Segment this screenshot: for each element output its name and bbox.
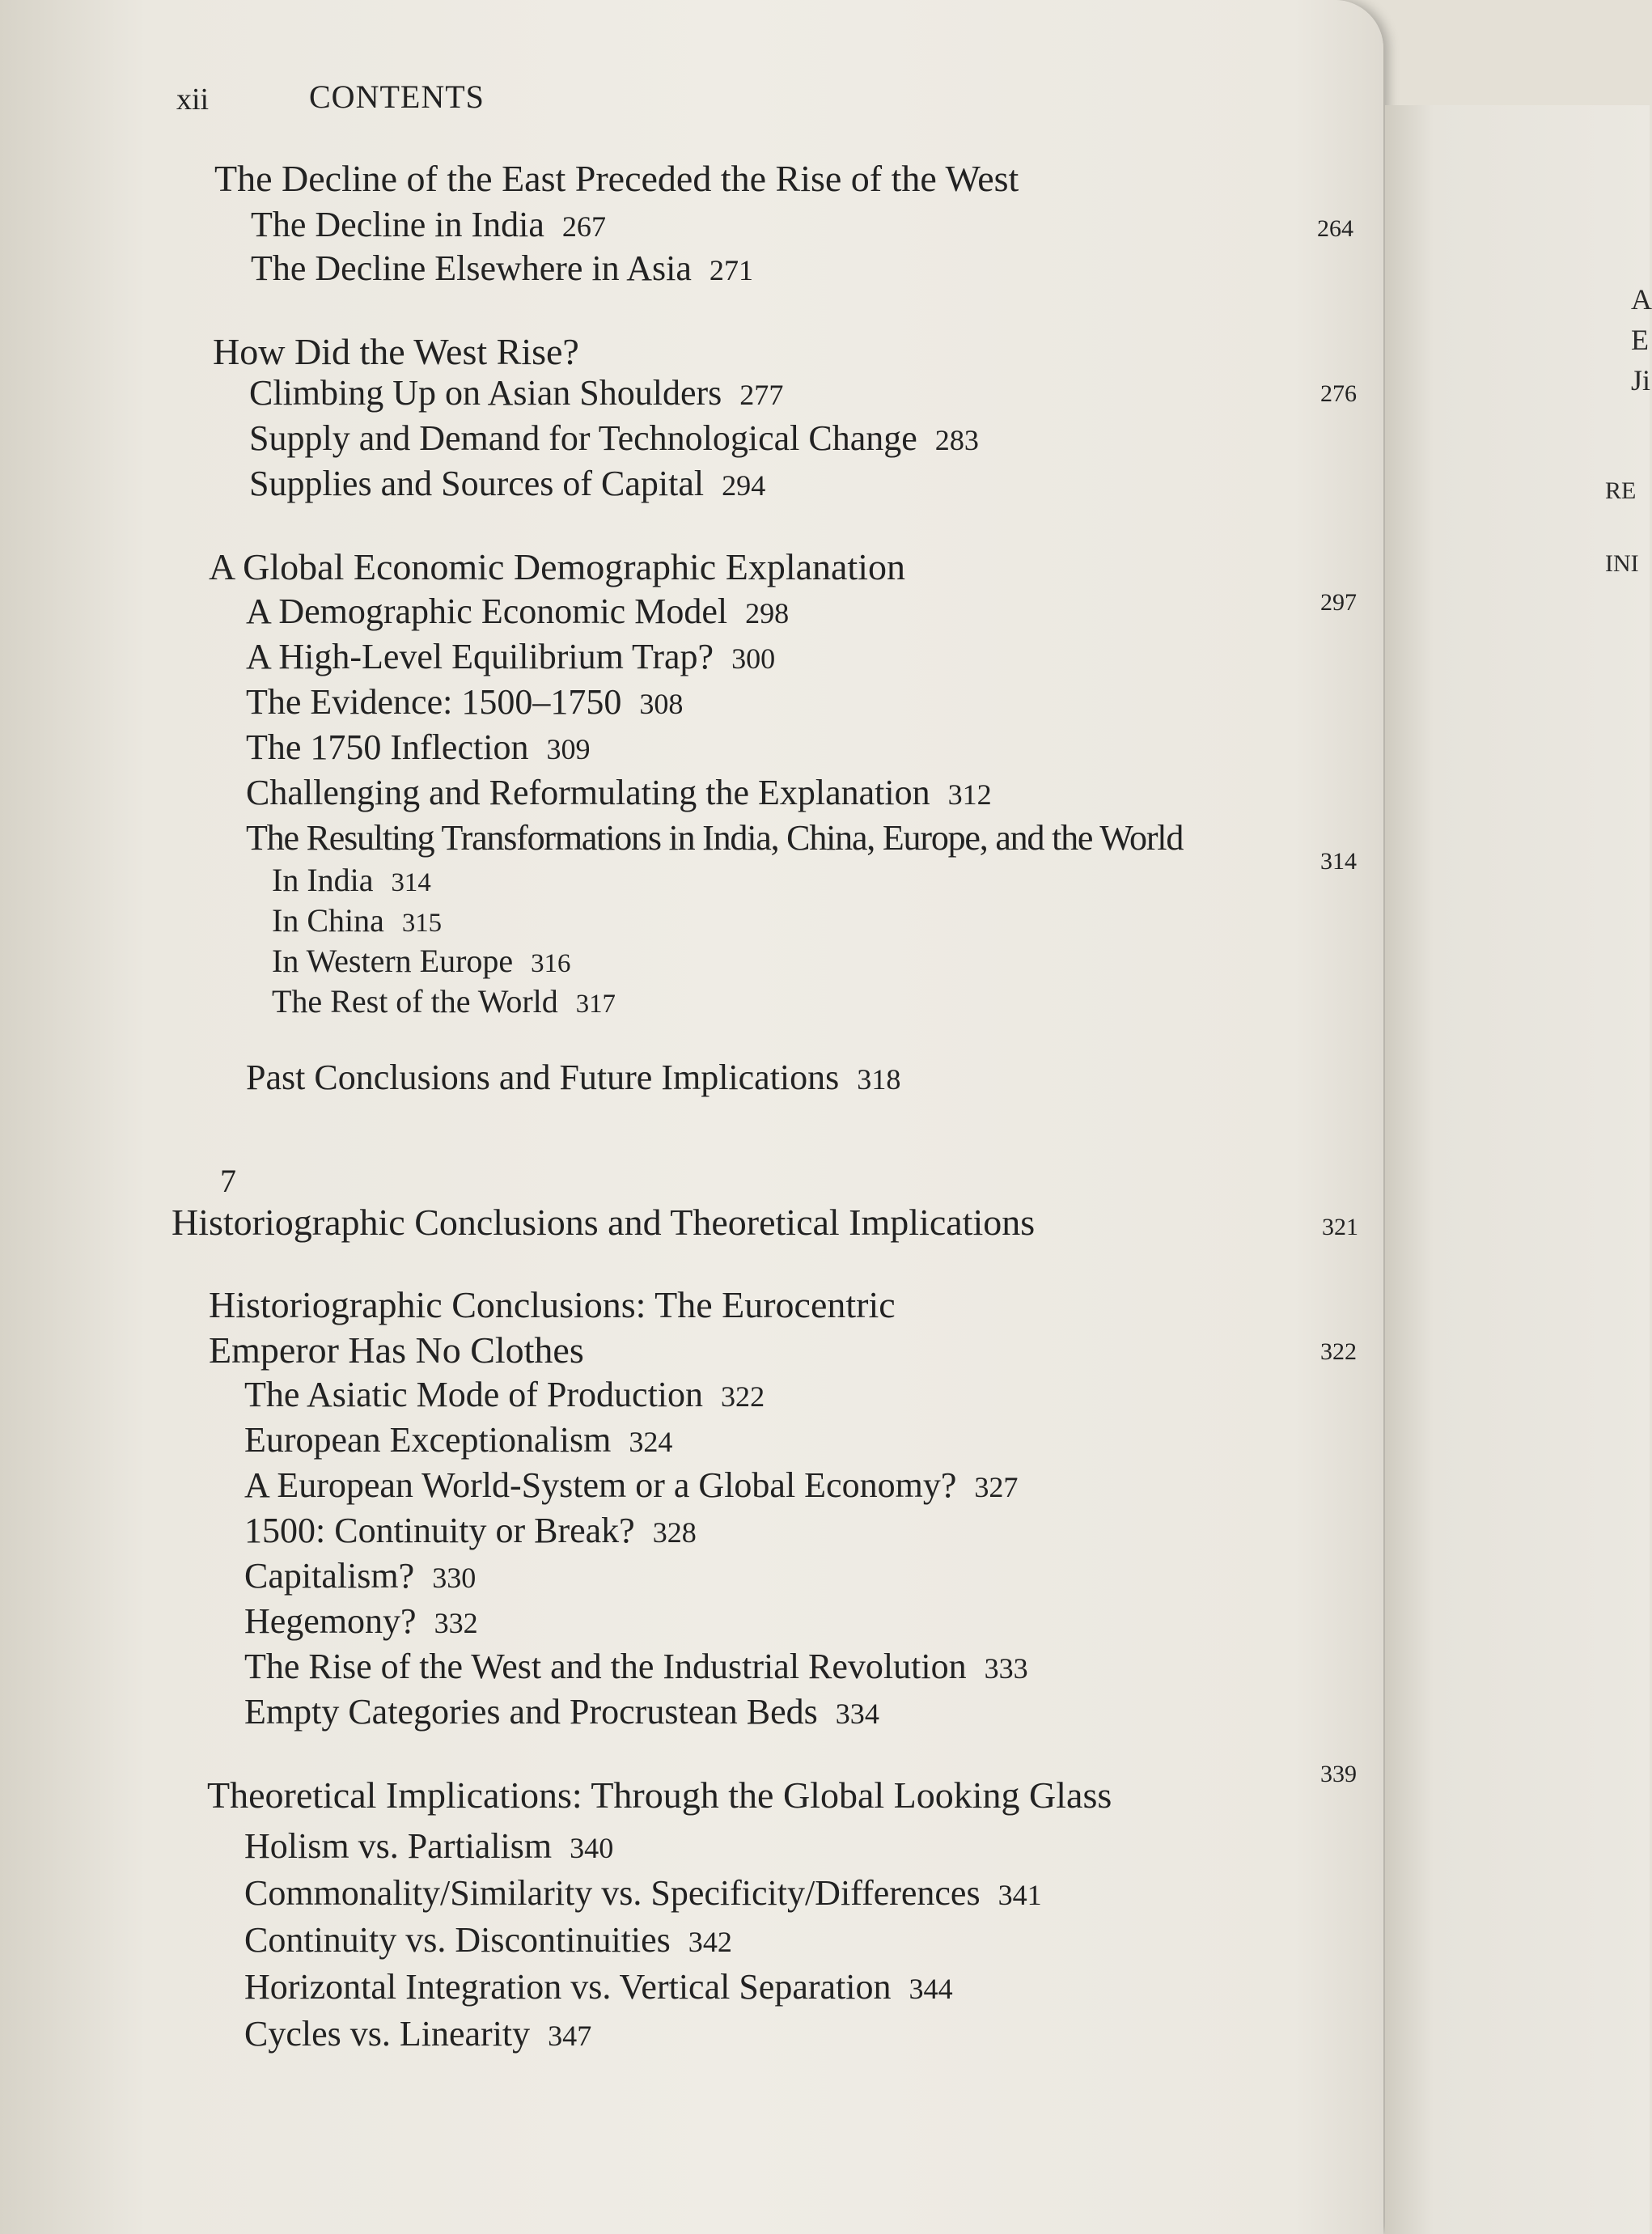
toc-entry: Hegemony? 332 — [244, 1601, 478, 1641]
toc-entry: The Evidence: 1500–1750 308 — [246, 682, 684, 722]
toc-entry: Supplies and Sources of Capital 294 — [249, 464, 766, 503]
toc-entry: Empty Categories and Procrustean Beds 334 — [244, 1692, 879, 1732]
facing-page-text: Ji — [1631, 364, 1651, 396]
toc-entry: Holism vs. Partialism 340 — [244, 1826, 614, 1866]
chapter-title: Historiographic Conclusions and Theoretical Implications — [172, 1202, 1036, 1243]
toc-subentry: In China 315 — [272, 902, 443, 939]
toc-section-title: A Global Economic Demographic Explanation — [209, 546, 905, 587]
toc-entry: Horizontal Integration vs. Vertical Separation 344 — [244, 1967, 953, 2007]
margin-page-number: 321 — [1322, 1214, 1358, 1240]
toc-section-title: Emperor Has No Clothes — [209, 1329, 584, 1371]
toc-entry: Commonality/Similarity vs. Specificity/Differences 341 — [244, 1873, 1042, 1913]
toc-entry: Capitalism? 330 — [244, 1556, 477, 1596]
facing-page-text: A — [1631, 283, 1652, 316]
toc-section-title: The Decline of the East Preceded the Rise of the West — [214, 158, 1019, 199]
facing-page-text: INI — [1605, 550, 1639, 577]
toc-entry: A European World-System or a Global Economy? 327 — [244, 1465, 1019, 1505]
margin-page-number: 297 — [1320, 589, 1357, 616]
running-title: CONTENTS — [309, 78, 485, 115]
toc-entry: Supply and Demand for Technological Change 283 — [249, 418, 979, 458]
toc-entry: The Asiatic Mode of Production 322 — [244, 1375, 765, 1414]
toc-entry: Cycles vs. Linearity 347 — [244, 2014, 592, 2054]
toc-subentry: In Western Europe 316 — [272, 943, 571, 979]
facing-page-text: RE — [1605, 477, 1637, 504]
toc-entry: 1500: Continuity or Break? 328 — [244, 1511, 697, 1550]
toc-entry: The Rise of the West and the Industrial Revolution 333 — [244, 1647, 1028, 1686]
chapter-number: 7 — [220, 1163, 236, 1199]
toc-entry: Challenging and Reformulating the Explanation 312 — [246, 773, 992, 812]
toc-entry: A Demographic Economic Model 298 — [246, 591, 790, 631]
toc-section-title: Theoretical Implications: Through the Global Looking Glass — [207, 1774, 1112, 1816]
margin-page-number: 314 — [1320, 848, 1357, 875]
margin-page-number: 276 — [1320, 380, 1357, 407]
toc-entry: The Resulting Transformations in India, China, Europe, and the World — [246, 818, 1184, 858]
margin-page-number: 322 — [1320, 1338, 1357, 1365]
toc-entry: European Exceptionalism 324 — [244, 1420, 673, 1460]
toc-entry: Continuity vs. Discontinuities 342 — [244, 1920, 732, 1960]
toc-subentry: In India 314 — [272, 862, 431, 898]
margin-page-number: 339 — [1320, 1761, 1357, 1787]
margin-page-number: 264 — [1317, 215, 1353, 242]
toc-section-title: Historiographic Conclusions: The Eurocentric — [209, 1284, 896, 1325]
toc-entry: A High-Level Equilibrium Trap? 300 — [246, 637, 776, 676]
toc-entry: Climbing Up on Asian Shoulders 277 — [249, 373, 784, 413]
toc-section-title: How Did the West Rise? — [213, 331, 579, 372]
toc-entry: The 1750 Inflection 309 — [246, 727, 591, 767]
toc-entry: Past Conclusions and Future Implications 318 — [246, 1058, 901, 1097]
facing-page — [1385, 105, 1650, 2234]
facing-page-text: E — [1631, 324, 1649, 356]
toc-entry: The Decline in India 267 — [251, 205, 606, 244]
page-folio: xii — [176, 83, 210, 117]
toc-subentry: The Rest of the World 317 — [272, 983, 616, 1020]
toc-entry: The Decline Elsewhere in Asia 271 — [251, 248, 754, 288]
